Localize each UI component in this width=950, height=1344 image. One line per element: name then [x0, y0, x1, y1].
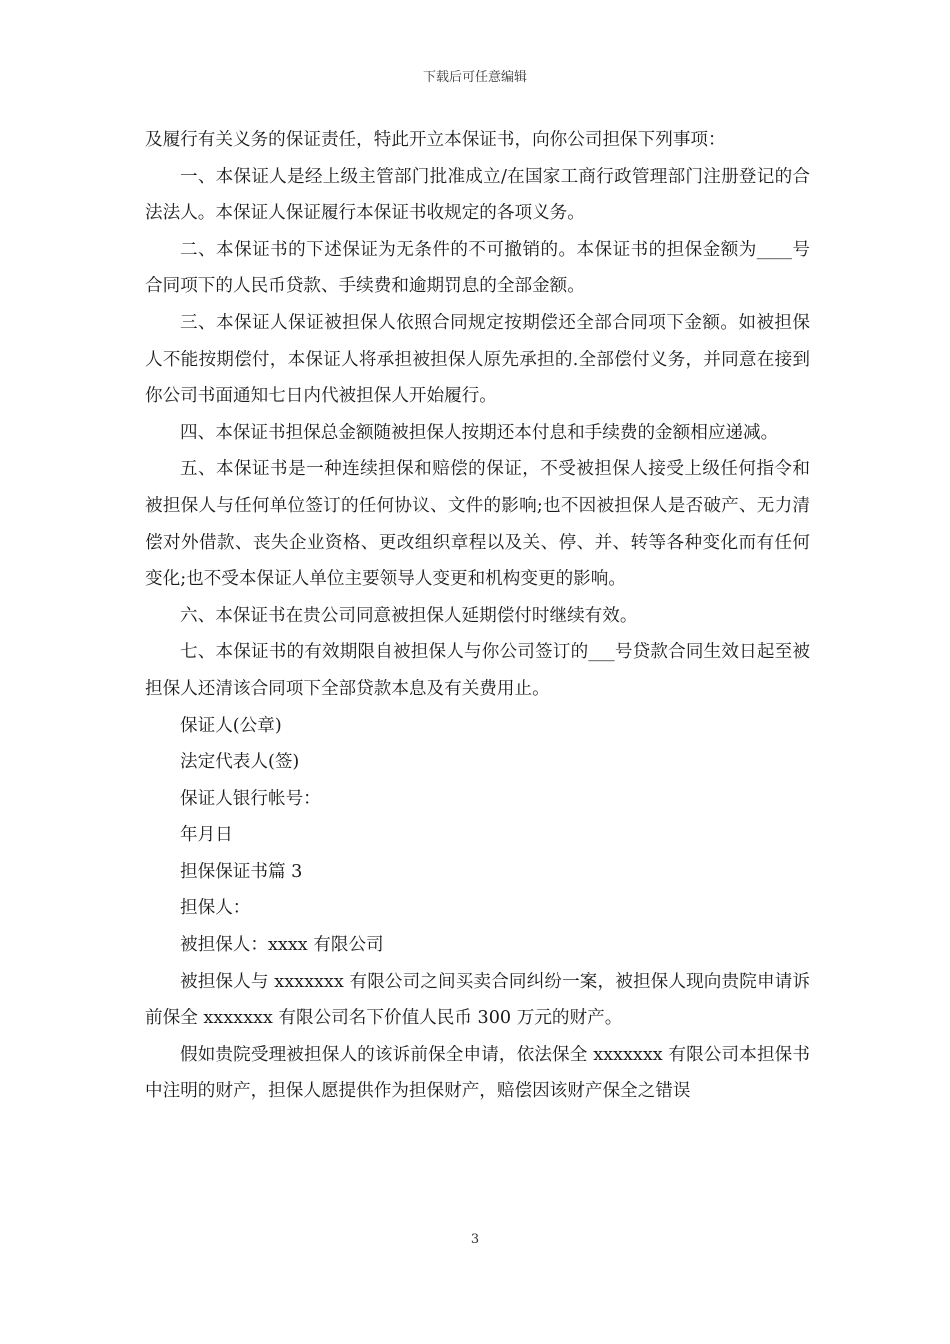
- paragraph-clause-5: 五、本保证书是一种连续担保和赔偿的保证，不受被担保人接受上级任何指令和被担保人与任何单位签订的任何协议、文件的影响;也不因被担保人是否破产、无力清偿对外借款、丧失企业资格、更改组织章程以及关、停、并、转等各种变化而有任何变化;也不受本保证人单位主要领导人变更和机构变更的影响。: [145, 459, 810, 590]
- paragraph-clause-4: 四、本保证书担保总金额随被担保人按期还本付息和手续费的金额相应递减。: [180, 422, 779, 443]
- paragraph-clause-6: 六、本保证书在贵公司同意被担保人延期偿付时继续有效。: [180, 605, 638, 626]
- paragraph-continuation: 及履行有关义务的保证责任，特此开立本保证书，向你公司担保下列事项：: [145, 130, 726, 150]
- paragraph-clause-3: 三、本保证人保证被担保人依照合同规定按期偿还全部合同项下金额。如被担保人不能按期偿付，本保证人将承担被担保人原先承担的.全部偿付义务，并同意在接到你公司书面通知七日内代被担保人开始履行。: [145, 312, 810, 407]
- paragraph-case-description: 被担保人与 xxxxxxx 有限公司之间买卖合同纠纷一案，被担保人现向贵院申请诉前保全 xxxxxxx 有限公司名下价值人民币 300 万元的财产。: [145, 971, 810, 1029]
- paragraph-clause-1: 一、本保证人是经上级主管部门批准成立/在国家工商行政管理部门注册登记的合法法人。本保证人保证履行本保证书收规定的各项义务。: [145, 166, 810, 224]
- guarantor-line: 担保人：: [180, 898, 251, 919]
- paragraph-clause-2: 二、本保证书的下述保证为无条件的不可撤销的。本保证书的担保金额为____号合同项下的人民币贷款、手续费和逾期罚息的全部金额。: [145, 239, 810, 297]
- section-title: 担保保证书篇 3: [180, 861, 303, 882]
- page-number: 3: [470, 1232, 480, 1247]
- document-body: [145, 122, 810, 1110]
- signature-guarantor-seal: 保证人(公章): [180, 715, 282, 736]
- paragraph-guarantee-terms: 假如贵院受理被担保人的该诉前保全申请，依法保全 xxxxxxx 有限公司本担保书中注明的财产，担保人愿提供作为担保财产，赔偿因该财产保全之错误: [145, 1044, 810, 1102]
- guarantor-bank-account: 保证人银行帐号：: [180, 788, 321, 809]
- date-line: 年月日: [180, 825, 233, 846]
- page-header: 下载后可任意编辑: [422, 70, 527, 85]
- paragraph-clause-7: 七、本保证书的有效期限自被担保人与你公司签订的___号贷款合同生效日起至被担保人还清该合同项下全部贷款本息及有关费用止。: [145, 642, 810, 699]
- signature-legal-rep: 法定代表人(签): [180, 752, 300, 773]
- guaranteed-party-line: 被担保人：xxxx 有限公司: [180, 935, 384, 956]
